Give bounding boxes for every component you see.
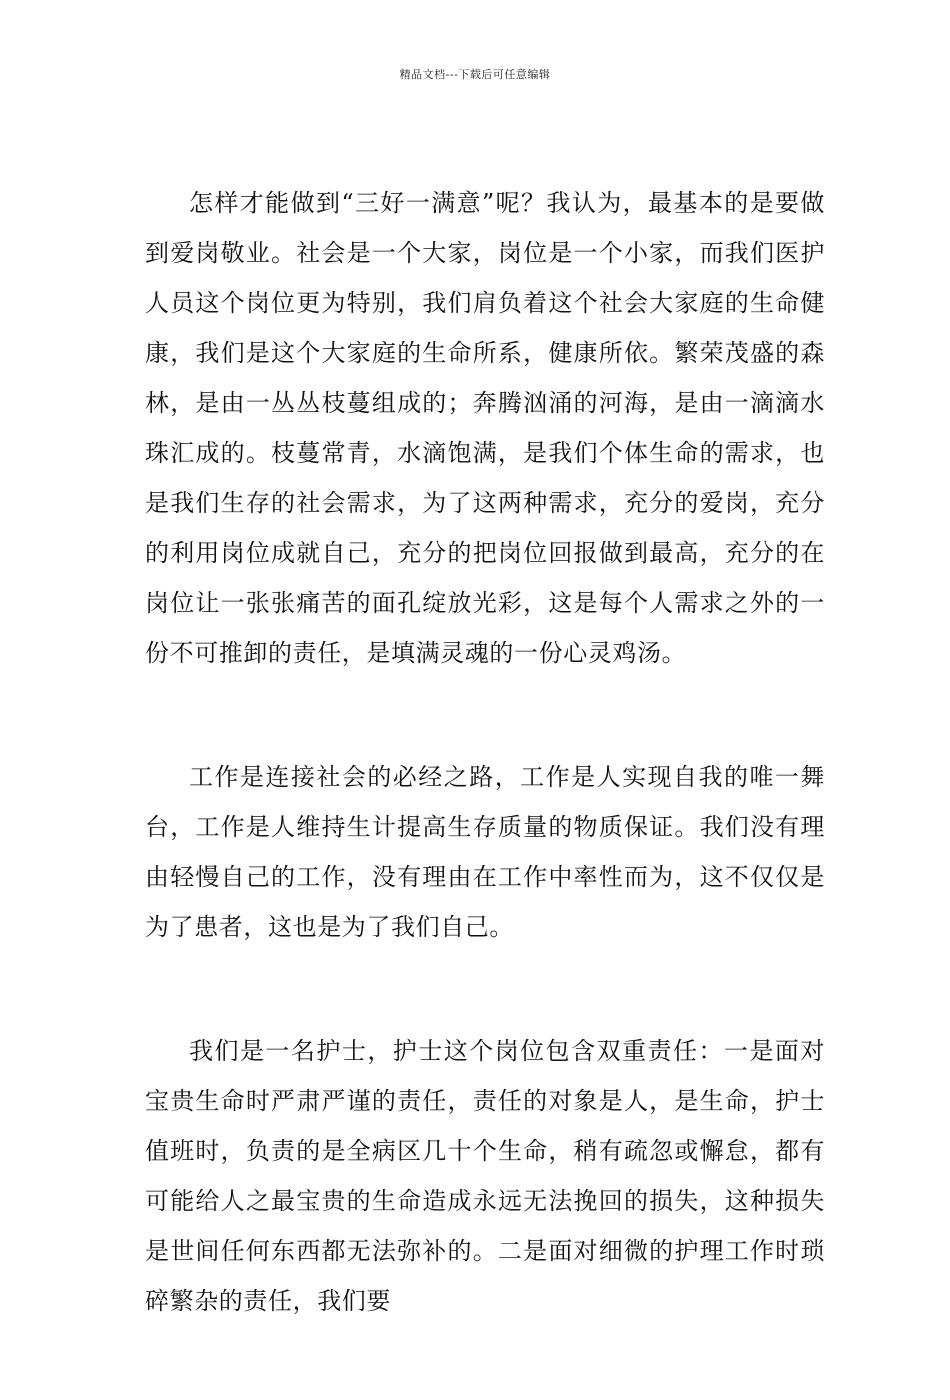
paragraph-3: 我们是一名护士，护士这个岗位包含双重责任：一是面对宝贵生命时严肃严谨的责任，责任的对象是人，是生命，护士值班时，负责的是全病区几十个生命，稍有疏忽或懈怠，都有可能给人之最宝贵的生命造成永远无法挽回的损失，这种损失是世间任何东西都无法弥补的。二是面对细微的护理工作时琐碎繁杂的责任，我们要 bbox=[145, 1037, 825, 1315]
paragraph-1: 怎样才能做到“三好一满意”呢？我认为，最基本的是要做到爱岗敬业。社会是一个大家，岗位是一个小家，而我们医护人员这个岗位更为特别，我们肩负着这个社会大家庭的生命健康，我们是这个大家庭的生命所系，健康所依。繁荣茂盛的森林，是由一丛丛枝蔓组成的；奔腾汹涌的河海，是由一滴滴水珠汇成的。枝蔓常青，水滴饱满，是我们个体生命的需求，也是我们生存的社会需求，为了这两种需求，充分的爱岗，充分的利用岗位成就自己，充分的把岗位回报做到最高，充分的在岗位让一张张痛苦的面孔绽放光彩，这是每个人需求之外的一份不可推卸的责任，是填满灵魂的一份心灵鸡汤。 bbox=[145, 189, 825, 667]
document-body bbox=[145, 178, 825, 1400]
paragraph-2: 工作是连接社会的必经之路，工作是人实现自我的唯一舞台，工作是人维持生计提高生存质量的物质保证。我们没有理由轻慢自己的工作，没有理由在工作中率性而为，这不仅仅是为了患者，这也是为了我们自己。 bbox=[145, 763, 825, 941]
page-header: 精品文档---下载后可任意编辑 bbox=[399, 68, 551, 81]
